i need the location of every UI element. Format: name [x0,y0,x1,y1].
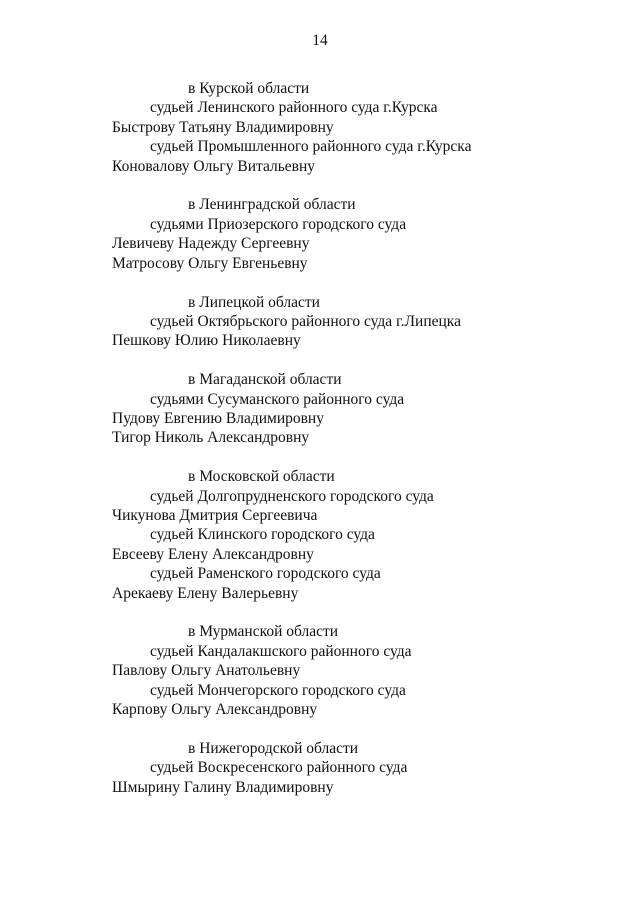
judge-name: Пудову Евгению Владимировну [112,409,324,427]
court-line: судьями Приозерского городского суда [150,215,407,233]
judge-name: Пешкову Юлию Николаевну [112,332,301,350]
court-line: судьей Раменского городского суда [150,565,381,583]
court-line: судьей Клинского городского суда [150,526,375,544]
judge-name: Быстрову Татьяну Владимировну [112,118,334,136]
region-heading: в Курской области [188,80,310,97]
judge-name: Шмырину Галину Владимировну [112,778,334,796]
court-line: судьей Долгопрудненского городского суда [150,487,434,505]
court-line: судьей Октябрьского районного суда г.Липецка [150,312,461,330]
region-heading: в Ленинградской области [188,196,356,214]
region-section [112,467,612,603]
region-section [112,622,612,719]
judge-name: Карпову Ольгу Александровну [112,701,318,719]
region-heading: в Мурманской области [188,623,339,641]
region-section [112,79,612,176]
court-line: судьей Воскресенского районного суда [150,759,408,777]
region-section [112,293,612,351]
court-line: судьями Сусуманского районного суда [150,390,405,408]
court-line: судьей Кандалакшского районного суда [150,642,412,660]
court-line: судьей Промышленного районного суда г.Курска [150,138,472,156]
region-section [112,739,612,797]
judge-name: Левичеву Надежду Сергеевну [112,235,310,253]
region-heading: в Липецкой области [188,293,320,311]
region-heading: в Московской области [188,468,335,486]
appointments-list [112,79,612,817]
judge-name: Евсееву Елену Александровну [112,545,314,563]
region-section [112,195,612,273]
judge-name: Павлову Ольгу Анатольевну [112,662,301,680]
judge-name: Тигор Николь Александровну [112,429,310,447]
judge-name: Арекаеву Елену Валерьевну [112,584,299,602]
judge-name: Матросову Ольгу Евгеньевну [112,254,308,272]
court-line: судьей Ленинского районного суда г.Курска [150,99,438,117]
region-heading: в Магаданской области [188,371,342,389]
region-section [112,370,612,448]
judge-name: Коновалову Ольгу Витальевну [112,157,316,175]
court-line: судьей Мончегорского городского суда [150,681,406,699]
judge-name: Чикунова Дмитрия Сергеевича [112,507,318,525]
page-number: 14 [312,32,328,49]
region-heading: в Нижегородской области [188,739,359,757]
